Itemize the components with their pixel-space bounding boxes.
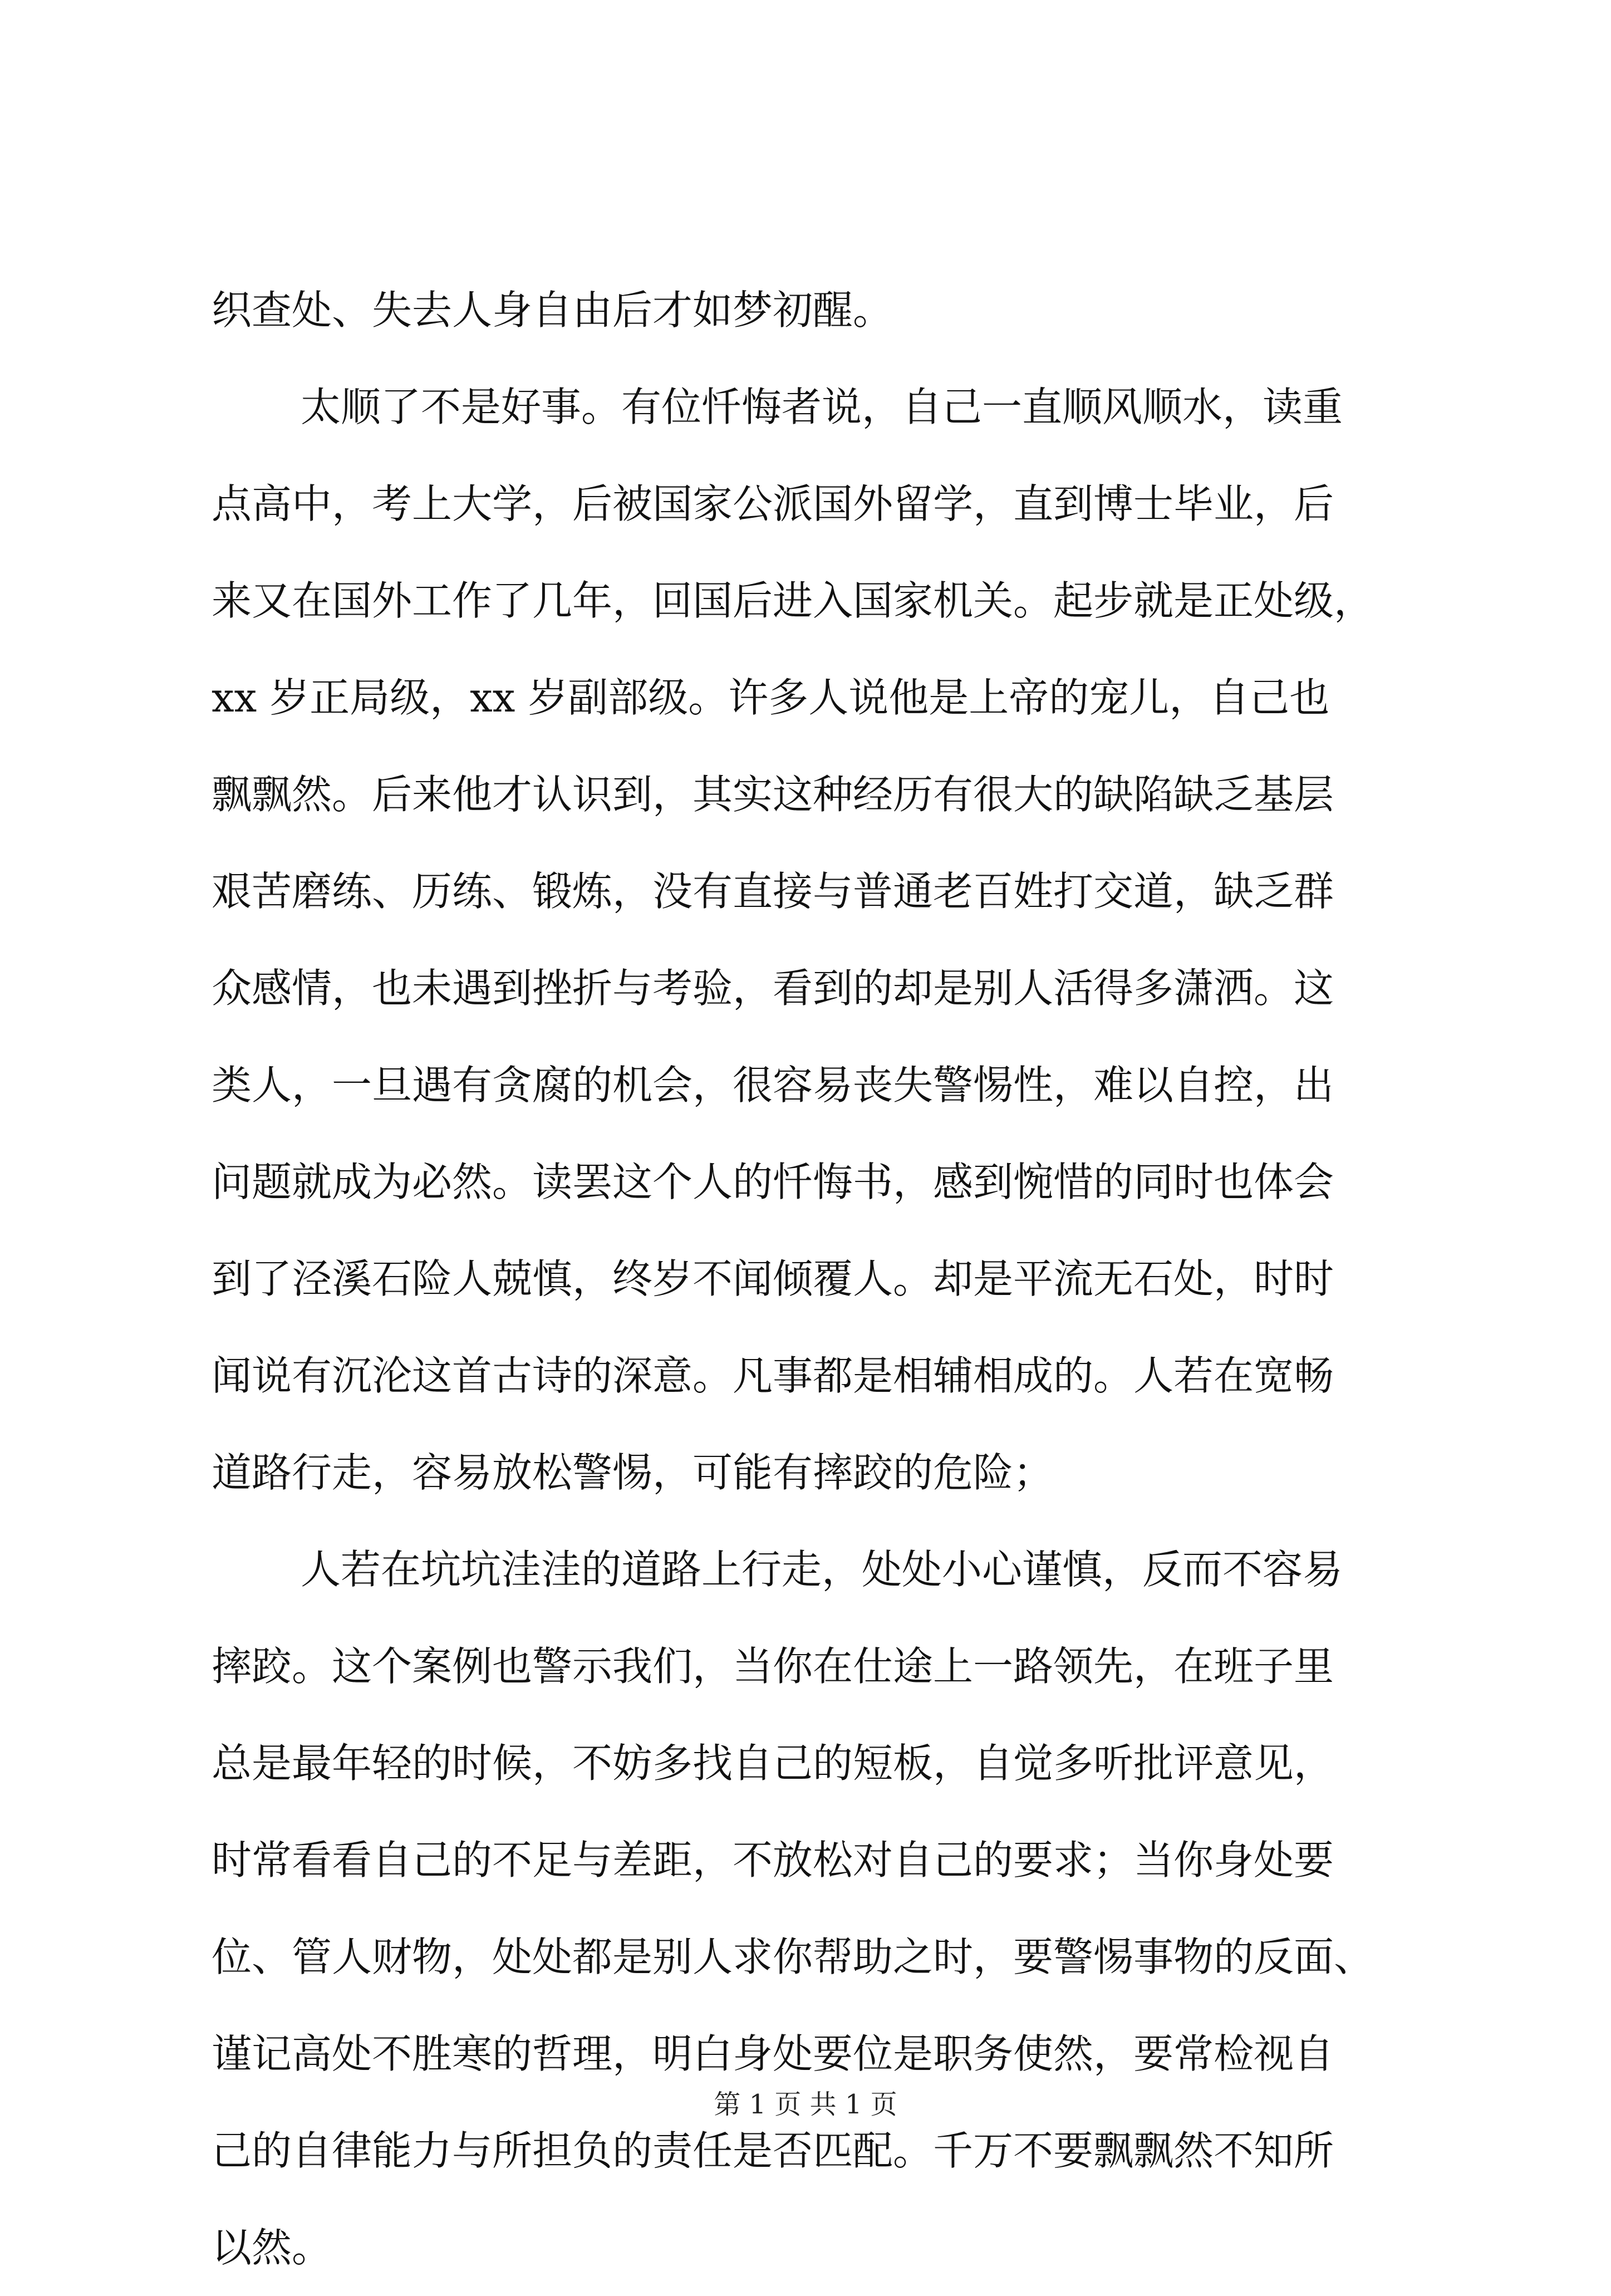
text-line: 类人，一旦遇有贪腐的机会，很容易丧失警惕性，难以自控，出 <box>212 1062 1334 1108</box>
text-line: 道路行走，容易放松警惕，可能有摔跤的危险； <box>212 1449 1054 1496</box>
text-line: 众感情，也未遇到挫折与考验，看到的却是别人活得多潇洒。这 <box>212 965 1334 1012</box>
text-line: 到了泾溪石险人兢慎，终岁不闻倾覆人。却是平流无石处，时时 <box>212 1255 1334 1302</box>
text-line: 己的自律能力与所担负的责任是否匹配。千万不要飘飘然不知所 <box>212 2127 1334 2174</box>
text-line: 总是最年轻的时候，不妨多找自己的短板，自觉多听批评意见， <box>212 1740 1334 1787</box>
text-line: 摔跤。这个案例也警示我们，当你在仕途上一路领先，在班子里 <box>212 1643 1334 1690</box>
text-line: 问题就成为必然。读罢这个人的忏悔书，感到惋惜的同时也体会 <box>212 1159 1334 1205</box>
text-line: 谨记高处不胜寒的哲理，明白身处要位是职务使然，要常检视自 <box>212 2030 1334 2077</box>
body-text <box>212 262 1425 2296</box>
text-line: 位、管人财物，处处都是别人求你帮助之时，要警惕事物的反面、 <box>212 1934 1374 1980</box>
text-line: 以然。 <box>212 2224 332 2271</box>
paragraph-start-line: 人若在坑坑洼洼的道路上行走，处处小心谨慎，反而不容易 <box>301 1546 1343 1593</box>
page-number-label: 第 1 页 共 1 页 <box>714 2089 897 2120</box>
text-line: 来又在国外工作了几年，回国后进入国家机关。起步就是正处级， <box>212 577 1374 624</box>
page-footer <box>0 2088 1611 2121</box>
text-line: 艰苦磨练、历练、锻炼，没有直接与普通老百姓打交道，缺乏群 <box>212 868 1334 915</box>
text-line: 时常看看自己的不足与差距，不放松对自己的要求；当你身处要 <box>212 1837 1334 1883</box>
paragraph-start-line: 太顺了不是好事。有位忏悔者说，自己一直顺风顺水，读重 <box>301 384 1343 430</box>
text-line: xx 岁正局级，xx 岁副部级。许多人说他是上帝的宠儿，自己也 <box>212 674 1330 721</box>
text-line: 点高中，考上大学，后被国家公派国外留学，直到博士毕业，后 <box>212 480 1334 527</box>
text-line: 闻说有沉沦这首古诗的深意。凡事都是相辅相成的。人若在宽畅 <box>212 1352 1334 1399</box>
text-line: 飘飘然。后来他才认识到，其实这种经历有很大的缺陷缺乏基层 <box>212 771 1334 818</box>
text-line: 织查处、失去人身自由后才如梦初醒。 <box>212 287 893 333</box>
